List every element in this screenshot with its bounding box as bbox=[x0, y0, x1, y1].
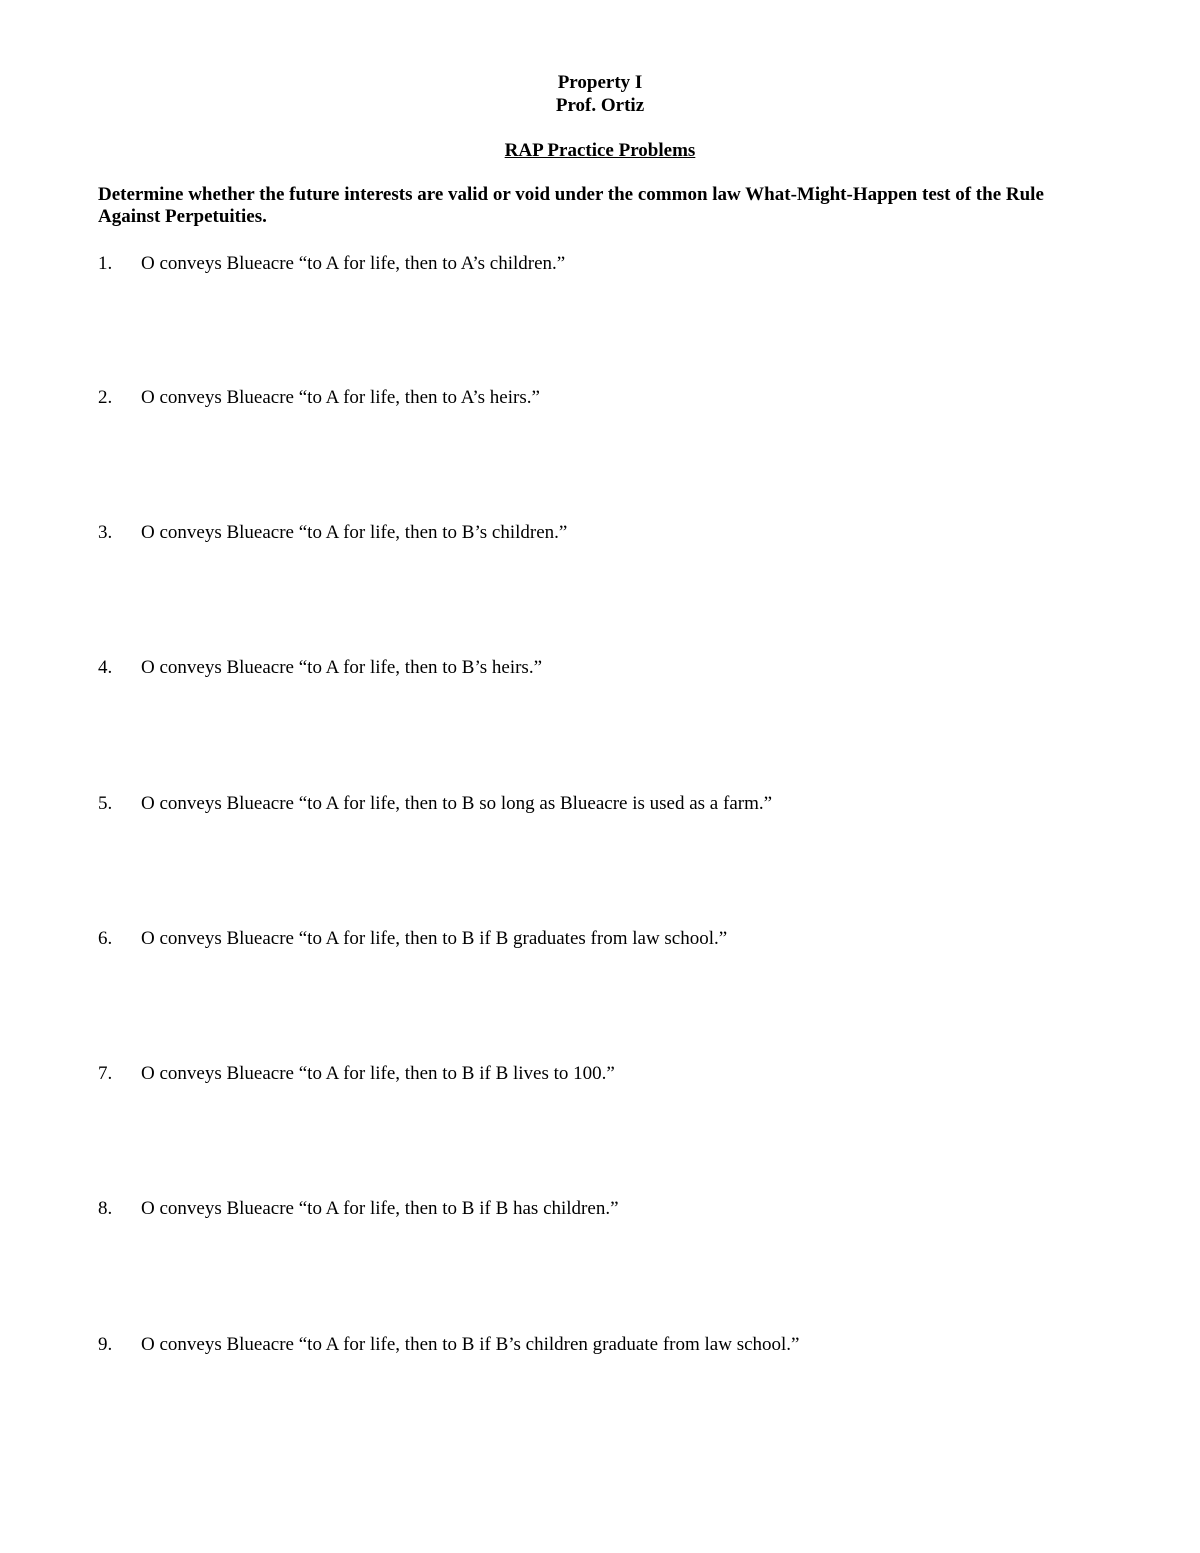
problem-number: 1. bbox=[98, 253, 113, 274]
problem-text: O conveys Blueacre “to A for life, then to A’s heirs.” bbox=[141, 387, 540, 408]
problem-item-2 bbox=[98, 387, 1098, 409]
problem-text: O conveys Blueacre “to A for life, then to B so long as Blueacre is used as a farm.” bbox=[141, 793, 773, 814]
instructions-paragraph: Determine whether the future interests are valid or void under the common law What-Might-Happen test of the Rule Against Perpetuities. bbox=[98, 184, 1044, 227]
problem-item-7 bbox=[98, 1063, 1098, 1085]
problem-text: O conveys Blueacre “to A for life, then to B if B lives to 100.” bbox=[141, 1063, 615, 1084]
problem-item-3 bbox=[98, 522, 1098, 544]
problem-number: 6. bbox=[98, 928, 113, 949]
problem-item-4 bbox=[98, 657, 1098, 679]
problem-number: 4. bbox=[98, 657, 113, 678]
problem-item-8 bbox=[98, 1198, 1098, 1220]
problem-item-1 bbox=[98, 253, 1098, 275]
problem-item-9 bbox=[98, 1334, 1098, 1356]
problem-number: 8. bbox=[98, 1198, 113, 1219]
problem-number: 5. bbox=[98, 793, 113, 814]
problem-item-5 bbox=[98, 793, 1098, 815]
problem-number: 2. bbox=[98, 387, 113, 408]
course-title: Property I bbox=[557, 72, 643, 93]
problem-number: 7. bbox=[98, 1063, 113, 1084]
document-heading: RAP Practice Problems bbox=[504, 140, 696, 161]
problem-text: O conveys Blueacre “to A for life, then to A’s children.” bbox=[141, 253, 566, 274]
problem-text: O conveys Blueacre “to A for life, then to B if B has children.” bbox=[141, 1198, 619, 1219]
problem-item-6 bbox=[98, 928, 1098, 950]
problem-text: O conveys Blueacre “to A for life, then to B’s heirs.” bbox=[141, 657, 543, 678]
professor-name: Prof. Ortiz bbox=[555, 95, 645, 116]
problem-number: 3. bbox=[98, 522, 113, 543]
problem-text: O conveys Blueacre “to A for life, then to B if B’s children graduate from law school.” bbox=[141, 1334, 800, 1355]
problem-text: O conveys Blueacre “to A for life, then to B if B graduates from law school.” bbox=[141, 928, 728, 949]
problem-text: O conveys Blueacre “to A for life, then to B’s children.” bbox=[141, 522, 568, 543]
problem-number: 9. bbox=[98, 1334, 113, 1355]
